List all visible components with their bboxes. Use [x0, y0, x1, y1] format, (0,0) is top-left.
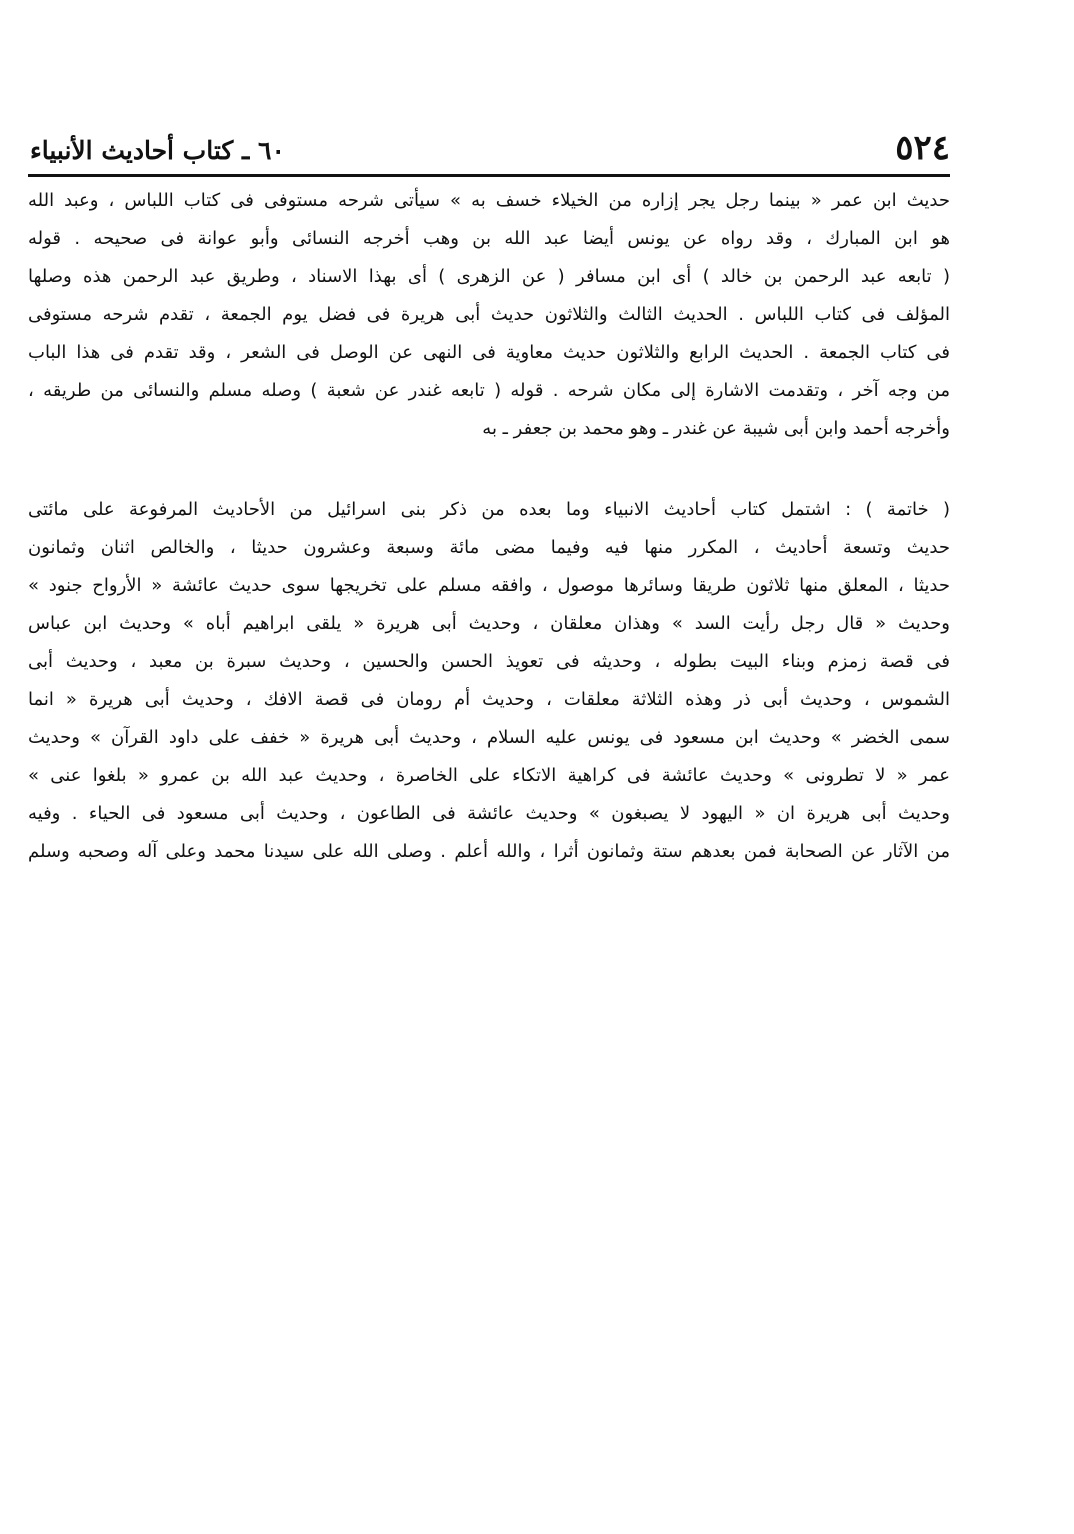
text-line: عمر « لا تطرونى » وحديث عائشة فى كراهية الاتكاء على الخاصرة ، وحديث عبد الله بن عمرو « بلغوا عنى » — [28, 765, 950, 786]
text-line: وأخرجه أحمد وابن أبى شيبة عن غندر ـ وهو محمد بن جعفر ـ به — [482, 418, 950, 439]
text-line: وحديث « قال رجل رأيت السد » وهذان معلقان ، وحديث أبى هريرة « يلقى ابراهيم أباه » وحديث ابن عباس — [28, 613, 950, 634]
header-rule — [28, 174, 950, 177]
text-line: من الآثار عن الصحابة فمن بعدهم ستة وثمانون أثرا ، والله أعلم . وصلى الله على سيدنا محمد وعلى آله وصحبه وسلم — [28, 841, 950, 862]
text-line: المؤلف فى كتاب اللباس . الحديث الثالث والثلاثون حديث أبى هريرة فى فضل يوم الجمعة ، تقدم شرحه مستوفى — [28, 304, 950, 325]
paragraph-conclusion — [28, 491, 950, 871]
text-line: هو ابن المبارك ، وقد رواه عن يونس أيضا عبد الله بن وهب أخرجه النسائى وأبو عوانة فى صحيحه . قوله — [28, 228, 950, 249]
page-number: ٥٢٤ — [895, 128, 950, 168]
text-line: وحديث أبى هريرة ان « اليهود لا يصبغون » وحديث عائشة فى الطاعون ، وحديث أبى مسعود فى الحياء . وفيه — [28, 803, 950, 824]
text-line: ( تابعه عبد الرحمن بن خالد ) أى ابن مسافر ( عن الزهرى ) أى بهذا الاسناد ، وطريق عبد الرحمن هذه وصلها — [28, 266, 950, 287]
text-line: فى قصة زمزم وبناء البيت بطوله ، وحديثه فى تعويذ الحسن والحسين ، وحديث سبرة بن معبد ، وحديث أبى — [28, 651, 950, 672]
text-line: سمى الخضر » وحديث ابن مسعود فى يونس عليه السلام ، وحديث أبى هريرة « خفف على داود القرآن » وحديث — [28, 727, 950, 748]
text-line: من وجه آخر ، وتقدمت الاشارة إلى مكان شرحه . قوله ( تابعه غندر عن شعبة ) وصله مسلم والنسائى من طريقه ، — [28, 380, 950, 401]
running-title: ٦٠ ـ كتاب أحاديث الأنبياء — [30, 136, 285, 165]
page-header — [30, 128, 950, 172]
text-line: حديث ابن عمر « بينما رجل يجر إزاره من الخيلاء خسف به » سيأتى شرحه مستوفى فى كتاب اللباس ، وعبد الله — [28, 190, 950, 211]
paragraph-commentary — [28, 182, 950, 448]
text-line: ( خاتمة ) : اشتمل كتاب أحاديث الانبياء وما بعده من ذكر بنى اسرائيل من الأحاديث المرفوعة على مائتى — [28, 499, 950, 520]
text-line: حديثا ، المعلق منها ثلاثون طريقا وسائرها موصول ، وافقه مسلم على تخريجها سوى حديث عائشة « الأرواح جنود » — [28, 575, 950, 596]
text-line: حديث وتسعة أحاديث ، المكرر منها فيه وفيما مضى مائة وسبعة وعشرون حديثا ، والخالص اثنان وثمانون — [28, 537, 950, 558]
text-line: فى كتاب الجمعة . الحديث الرابع والثلاثون حديث معاوية فى النهى عن الوصل فى الشعر ، وقد تقدم فى هذا الباب — [28, 342, 950, 363]
text-line: الشموس ، وحديث أبى ذر وهذه الثلاثة معلقات ، وحديث أم رومان فى قصة الافك ، وحديث أبى هريرة « انما — [28, 689, 950, 710]
